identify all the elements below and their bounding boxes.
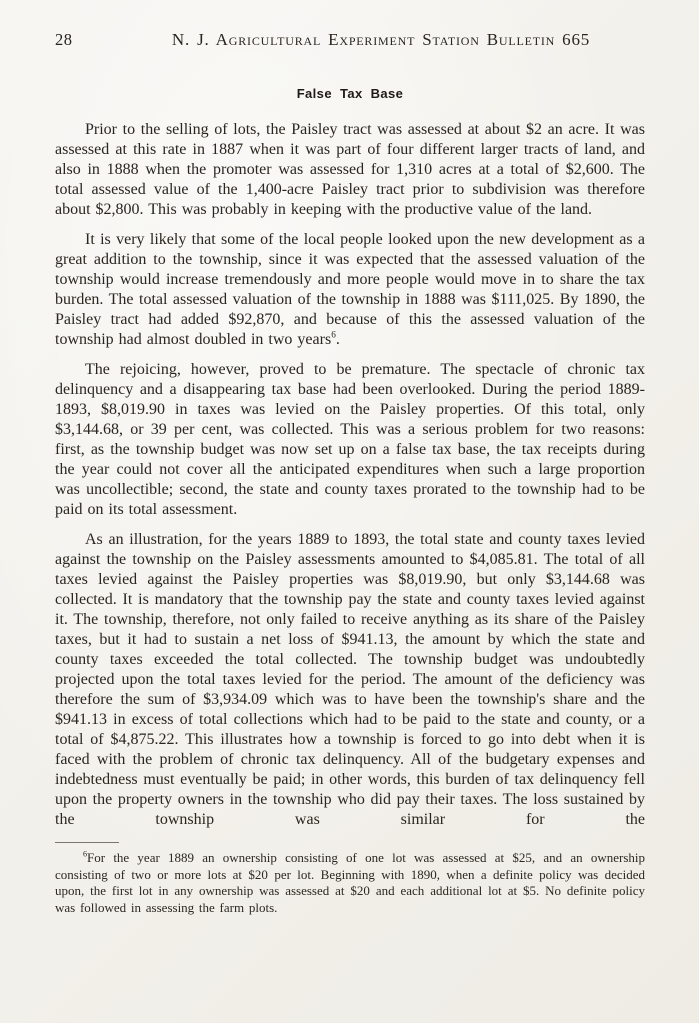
body-text [55,120,645,830]
paragraph-3: The rejoicing, however, proved to be premature. The spectacle of chronic tax delinquency and a disappearing tax base had been overlooked. During the period 1889-1893, $8,019.90 in taxes was levied on the Paisley properties. Of this total, only $3,144.68, or 39 per cent, was collected. This was a serious problem for two reasons: first, as the township budget was now set up on a false tax base, the tax receipts during the year could not cover all the anticipated expenditures when such a large proportion was uncollectible; second, the state and county taxes prorated to the township had to be paid on its total assessment. [55,361,645,518]
running-header [55,30,645,50]
section-heading: False Tax Base [296,86,404,101]
paragraph-4: As an illustration, for the years 1889 to 1893, the total state and county taxes levied against the township on the Paisley assessments amounted to $4,085.81. The total of all taxes levied against the Paisley properties was $8,019.90, but only $3,144.68 was collected. It is mandatory that the township pay the state and county taxes levied against it. The township, therefore, not only failed to receive anything as its share of the Paisley taxes, but it had to sustain a net loss of $941.13, the amount by which the state and county taxes exceeded the total collected. The township budget was undoubtedly projected upon the total taxes levied for the period. The amount of the deficiency was therefore the sum of $3,934.09 which was to have been the township's share and the $941.13 in excess of total collections which had to be paid to the state and county, or a total of $4,875.22. This illustrates how a township is forced to go into debt when it is faced with the problem of chronic tax delinquency. All of the budgetary expenses and indebtedness must eventually be paid; in other words, this burden of tax delinquency fell upon the property owners in the township who did pay their taxes. The loss sustained by the township was similar for the [55,531,645,828]
paragraph-2-period: . [335,331,340,348]
page-number: 28 [55,30,73,49]
paragraph-1: Prior to the selling of lots, the Paisley tract was assessed at about $2 an acre. It was assessed at this rate in 1887 when it was part of four different larger tracts of land, and also in 1888 when the promoter was assessed for 1,310 acres at a total of $2,600. The total assessed value of the 1,400-acre Paisley tract prior to subdivision was therefore about $2,800. This was probably in keeping with the productive value of the land. [55,121,645,218]
footnote-separator [55,842,119,843]
running-header-title: N. J. Agricultural Experiment Station Bulletin 665 [171,30,591,49]
footnote-reference: 6 [331,330,336,341]
footnote-text: For the year 1889 an ownership consisting of one lot was assessed at $25, and an ownership consisting of two or more lots at $20 per lot. Beginning with 1890, when a definite policy was decided upon, the first lot in any ownership was assessed at $20 and each additional lot at $5. No definite policy was followed in assessing the farm plots. [55,850,645,915]
footnote-marker: 6 [83,849,88,859]
paragraph-2-text: It is very likely that some of the local people looked upon the new development as a great addition to the township, since it was expected that the assessed valuation of the township would increase tremendously and more people would move in to share the tax burden. The total assessed valuation of the township in 1888 was $111,025. By 1890, the Paisley tract had added $92,870, and because of this the assessed valuation of the township had almost doubled in two years [55,231,645,348]
footnote [55,850,645,916]
paragraph-2 [55,230,645,350]
